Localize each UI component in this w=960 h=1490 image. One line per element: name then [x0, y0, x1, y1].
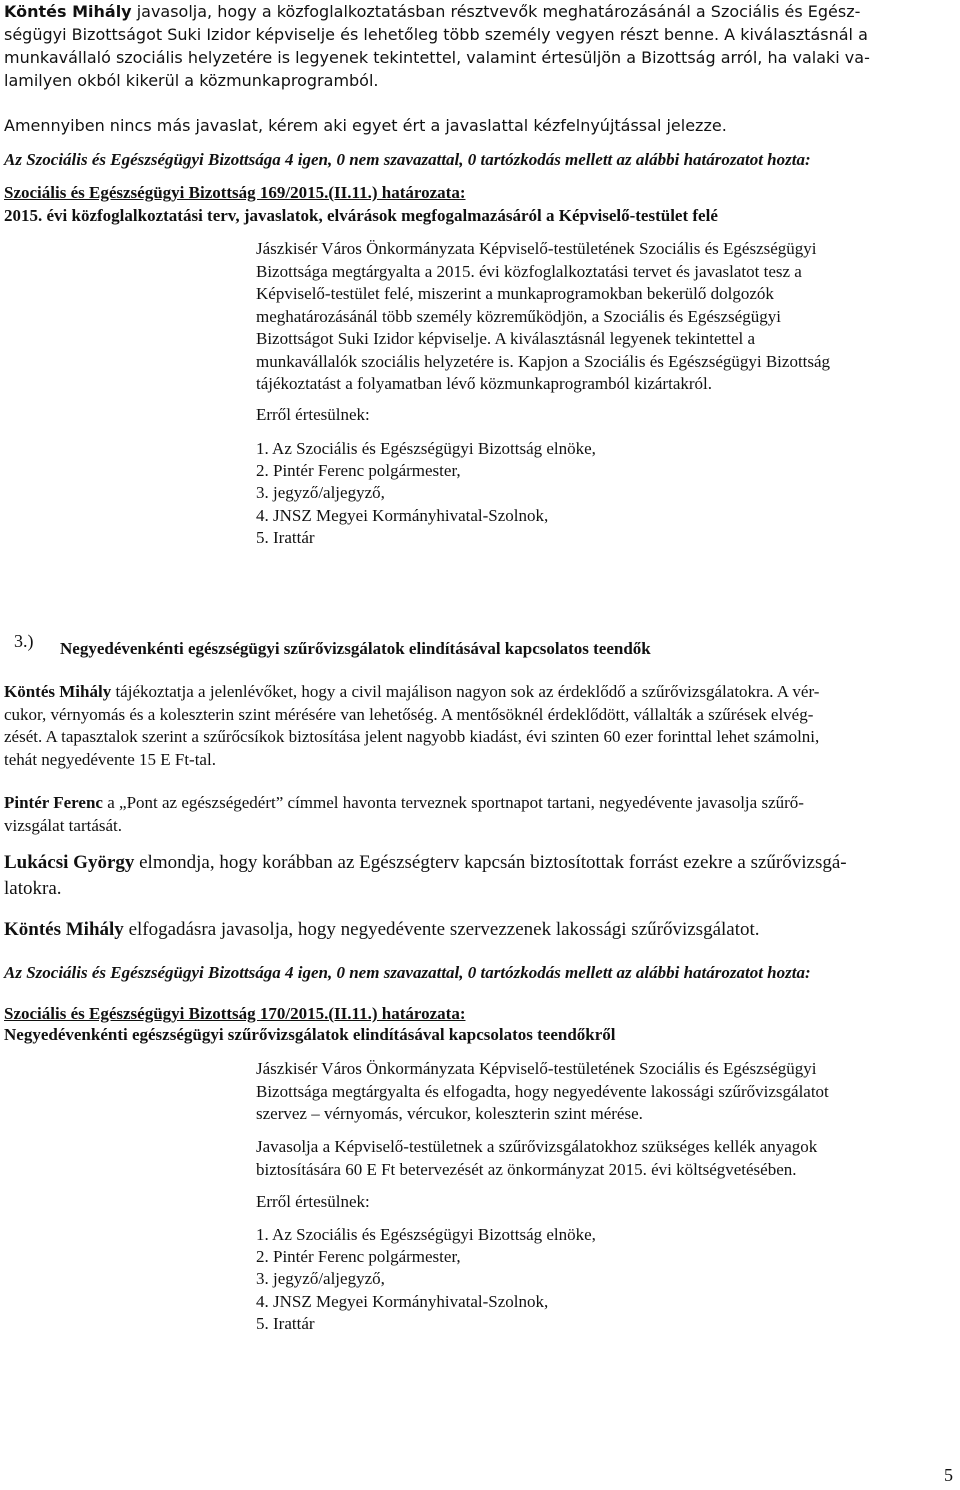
- section-paragraph: Köntés Mihály elfogadásra javasolja, hogy negyedévente szervezzenek lakossági szűrővizsgálatot.: [4, 919, 760, 940]
- intro-paragraph: Köntés Mihály javasolja, hogy a közfoglalkoztatásban résztvevők meghatározásánál a Szociális és Egész- ségügyi Bizottságot Suki Izidor képviselje és lehetőleg több személy vegyen részt benne. A kiválasztásnál a munkavállaló szociális helyzetére is legyenek tekintettel, valamint értesüljön a Bizottság arról, ha valaki va- lamilyen okból kikerül a közmunkaprogramból.: [4, 0, 956, 92]
- list-item: 5. Irattár: [256, 1313, 315, 1333]
- list-item: 2. Pintér Ferenc polgármester,: [256, 461, 461, 481]
- notify-label: Erről értesülnek:: [256, 405, 370, 424]
- list-item: 3. jegyző/aljegyző,: [256, 483, 385, 503]
- section-paragraph: Pintér Ferenc a „Pont az egészségedért” címmel havonta terveznek sportnapot tartani, negyedévente javasolja szűrő- vizsgálat tartását.: [4, 793, 804, 835]
- text-line: ségügyi Bizottságot Suki Izidor képviselje és lehetőleg több személy vegyen részt benne. A kiválasztásnál a: [4, 25, 868, 44]
- recipient-list: [256, 438, 596, 549]
- list-item: 4. JNSZ Megyei Kormányhivatal-Szolnok,: [256, 1291, 549, 1311]
- speaker-name: Pintér Ferenc: [4, 793, 103, 812]
- section-paragraph: Köntés Mihály tájékoztatja a jelenlévőket, hogy a civil majálison nagyon sok az érdeklődő a szűrővizsgálatokra. A vér- cukor, vérnyomás és a koleszterin szint mérésére van lehetőség. A mentősöknél érdeklődött, vállalták a szűrések elvég- zését. A tapasztalok szerint a szűrőcsíkok biztosítása jelent nagyobb kiadást, évi szinten 60 ezer forinttal lehet számolni, tehát negyedévente 15 E Ft-tal.: [4, 682, 820, 769]
- vote-result: Az Szociális és Egészségügyi Bizottsága 4 igen, 0 nem szavazattal, 0 tartózkodás mellett az alábbi határozatot hozta:: [4, 963, 811, 982]
- list-item: 2. Pintér Ferenc polgármester,: [256, 1247, 461, 1267]
- text-line: munkavállaló szociális helyzetére is legyenek tekintettel, valamint értesüljön a Bizottság arról, ha valaki va-: [4, 48, 870, 67]
- resolution-body: Jászkisér Város Önkormányzata Képviselő-testületének Szociális és Egészségügyi Bizottsága megtárgyalta és elfogadta, hogy negyedévente lakossági szűrővizsgálatot szervez – vérnyomás, vércukor, koleszterin szint mérése.: [256, 1059, 829, 1123]
- speaker-name: Köntés Mihály: [4, 682, 112, 701]
- speaker-name: Lukácsi György: [4, 852, 135, 873]
- notify-label: Erről értesülnek:: [256, 1192, 370, 1211]
- list-item: 4. JNSZ Megyei Kormányhivatal-Szolnok,: [256, 505, 549, 525]
- list-item: 3. jegyző/aljegyző,: [256, 1269, 385, 1289]
- resolution-subject: 2015. évi közfoglalkoztatási terv, javaslatok, elvárások megfogalmazásáról a Képviselő-testület felé: [4, 206, 718, 225]
- section-paragraph: Lukácsi György elmondja, hogy korábban az Egészségterv kapcsán biztosítottak forrást ezekre a szűrővizsgá- latokra.: [4, 852, 847, 899]
- section-title: Negyedévenkénti egészségügyi szűrővizsgálatok elindításával kapcsolatos teendők: [60, 639, 651, 658]
- list-item: 1. Az Szociális és Egészségügyi Bizottság elnöke,: [256, 1225, 596, 1244]
- resolution-body: Jászkisér Város Önkormányzata Képviselő-testületének Szociális és Egészségügyi Bizottsága megtárgyalta a 2015. évi közfoglalkoztatási tervet és javaslatot tesz a Képviselő-testület felé, miszerint a munkaprogramokban bekerülő dolgozók meghatározásánál több személy közreműködjön, a Szociális és Egészségügyi Bizottságot Suki Izidor képviselje. A kiválasztásnál legyenek tekintettel a munkavállalók szociális helyzetére is. Kapjon a Szociális és Egészségügyi Bizottság tájékoztatást a folyamatban lévő közmunkaprogramból kizártakról.: [256, 239, 831, 393]
- list-item: 1. Az Szociális és Egészségügyi Bizottság elnöke,: [256, 439, 596, 458]
- speaker-name: Köntés Mihály: [4, 2, 132, 21]
- resolution-title: Szociális és Egészségügyi Bizottság 169/2015.(II.11.) határozata:: [4, 183, 466, 202]
- page-number: 5: [944, 1465, 953, 1485]
- recipient-list: [256, 1224, 596, 1335]
- vote-call: Amennyiben nincs más javaslat, kérem aki egyet ért a javaslattal kézfelnyújtással jelezze.: [4, 116, 727, 135]
- speaker-name: Köntés Mihály: [4, 919, 124, 940]
- list-item: 5. Irattár: [256, 527, 315, 547]
- section-number: 3.): [14, 631, 34, 651]
- resolution-title: Szociális és Egészségügyi Bizottság 170/2015.(II.11.) határozata:: [4, 1004, 466, 1023]
- vote-result: Az Szociális és Egészségügyi Bizottsága 4 igen, 0 nem szavazattal, 0 tartózkodás mellett az alábbi határozatot hozta:: [4, 150, 811, 169]
- resolution-body: Javasolja a Képviselő-testületnek a szűrővizsgálatokhoz szükséges kellék anyagok biztosítására 60 E Ft betervezését az önkormányzat 2015. évi költségvetésében.: [256, 1137, 818, 1179]
- text-line: lamilyen okból kikerül a közmunkaprogramból.: [4, 71, 379, 90]
- resolution-subject: Negyedévenkénti egészségügyi szűrővizsgálatok elindításával kapcsolatos teendőkről: [4, 1025, 616, 1044]
